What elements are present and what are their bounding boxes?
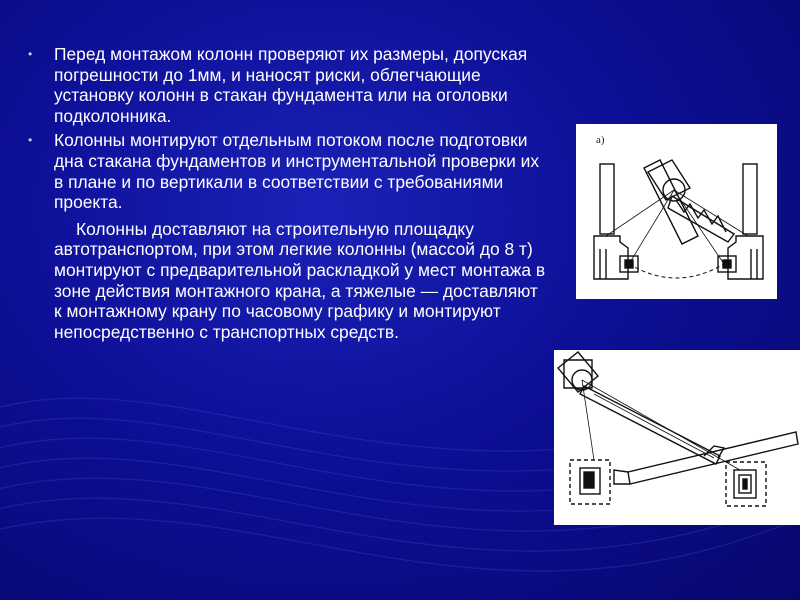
bullet-dot: •	[28, 133, 33, 148]
figure-a-drawing	[576, 124, 777, 299]
bullet-dot: •	[28, 47, 33, 61]
paragraph-text: Колонны доставляют на строительную площадку автотранспортом, при этом легкие колонны (массой до 8 т) монтируют с предварительной раскладкой у мест монтажа в зоне действия монтажного крана, а тяжелые — доставляют к монтажному крану по часовому графику и монтируют непосредственно с транспортных средств.	[54, 218, 546, 342]
figure-b-column-installation	[554, 350, 800, 525]
bullet-item	[26, 44, 546, 126]
bullet-text: Колонны монтируют отдельным потоком после подготовки дна стакана фундаментов и инструментальной проверки их в плане и по вертикали в соответствии с требованиями проекта.	[54, 130, 540, 213]
slide-text	[26, 44, 546, 342]
bullet-text: Перед монтажом колонн проверяют их размеры, допуская погрешности до 1мм, и наносят риски, облегчающие установку колонн в стакан фундамента или на оголовки подколонника.	[54, 44, 528, 126]
figure-b-drawing	[554, 350, 800, 525]
bullet-item	[26, 130, 546, 212]
figure-a-label: а)	[596, 134, 605, 146]
figure-a-column-installation	[576, 124, 777, 299]
